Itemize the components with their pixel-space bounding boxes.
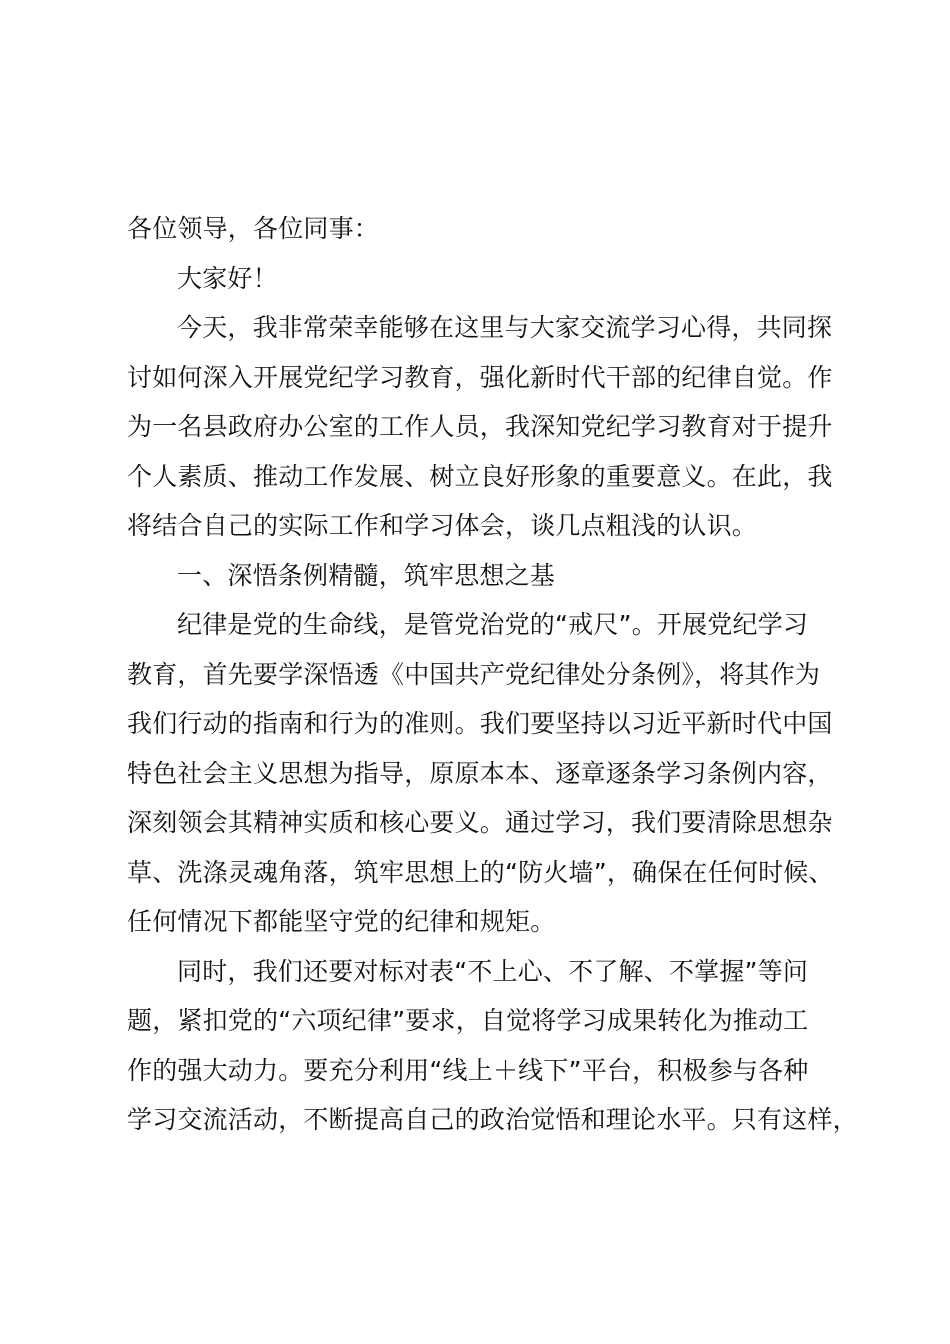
salutation: 各位领导，各位同事： xyxy=(127,214,380,243)
paragraph-line: 题，紧扣党的“六项纪律”要求，自觉将学习成果转化为推动工 xyxy=(127,1006,809,1035)
intro-line: 为一名县政府办公室的工作人员，我深知党纪学习教育对于提升 xyxy=(127,412,833,441)
document-body xyxy=(127,204,858,1145)
paragraph-line: 任何情况下都能坚守党的纪律和规矩。 xyxy=(127,907,556,936)
paragraph-line: 草、洗涤灵魂角落，筑牢思想上的“防火墙”，确保在任何时候、 xyxy=(127,857,834,887)
paragraph-line: 同时，我们还要对标对表“不上心、不了解、不掌握”等问 xyxy=(177,956,809,986)
paragraph-line: 我们行动的指南和行为的准则。我们要坚持以习近平新时代中国 xyxy=(127,709,833,738)
section-heading: 一、深悟条例精髓，筑牢思想之基 xyxy=(177,560,556,590)
paragraph-line: 学习交流活动，不断提高自己的政治觉悟和理论水平。只有这样， xyxy=(127,1105,858,1134)
greeting: 大家好！ xyxy=(177,263,278,293)
paragraph-line: 深刻领会其精神实质和核心要义。通过学习，我们要清除思想杂 xyxy=(127,808,833,837)
paragraph-line: 纪律是党的生命线，是管党治党的“戒尺”。开展党纪学习 xyxy=(177,610,809,639)
intro-line: 讨如何深入开展党纪学习教育，强化新时代干部的纪律自觉。作 xyxy=(127,362,833,392)
intro-line: 个人素质、推动工作发展、树立良好形象的重要意义。在此，我 xyxy=(127,461,833,491)
paragraph-line: 特色社会主义思想为指导，原原本本、逐章逐条学习条例内容， xyxy=(127,758,833,788)
intro-line: 今天，我非常荣幸能够在这里与大家交流学习心得，共同探 xyxy=(177,313,833,342)
intro-line: 将结合自己的实际工作和学习体会，谈几点粗浅的认识。 xyxy=(127,511,758,540)
paragraph-line: 作的强大动力。要充分利用“线上＋线下”平台，积极参与各种 xyxy=(127,1055,809,1085)
paragraph-line: 教育，首先要学深悟透《中国共产党纪律处分条例》，将其作为 xyxy=(127,659,821,689)
